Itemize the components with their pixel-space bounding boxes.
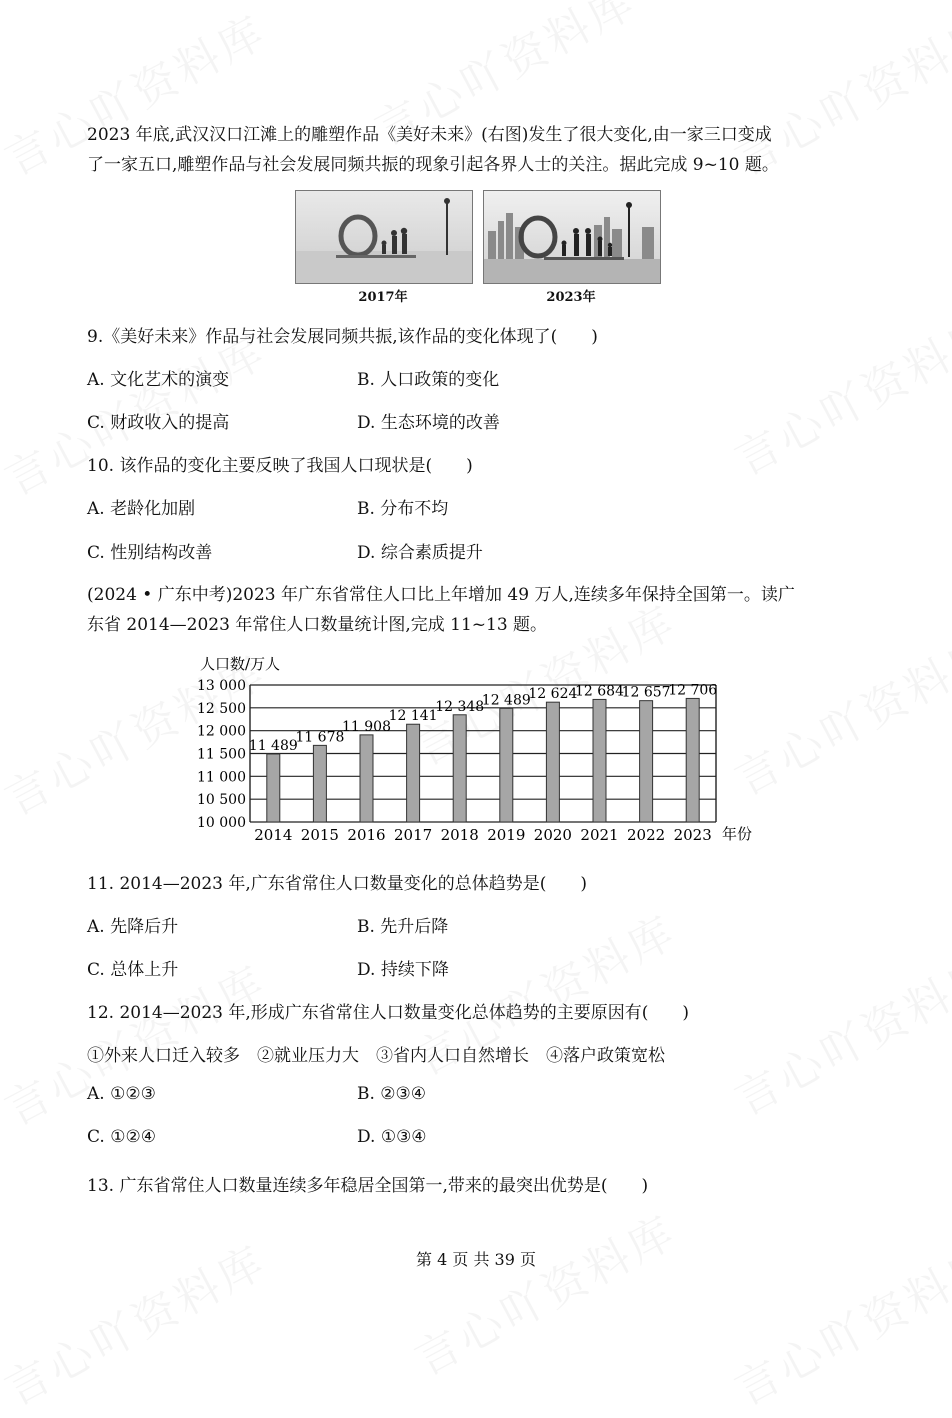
sculpture-2017-illustration [296,191,472,283]
chart-value-label: 12 489 [481,692,531,709]
question-11-option-a: A. 先降后升 [87,917,179,937]
chart-y-tick-label: 10 000 [197,815,246,831]
intro-line-1: 2023 年底,武汉汉口江滩上的雕塑作品《美好未来》(右图)发生了很大变化,由一家三口变成 [87,125,772,145]
chart-bar-2018 [453,715,466,822]
chart-bar-2017 [407,724,420,822]
chart-bar-2023 [686,698,699,822]
sculpture-2023-illustration [484,191,660,283]
chart-x-tick-label: 2021 [580,826,619,844]
chart-y-tick-label: 11 000 [197,769,246,786]
question-10-option-b: B. 分布不均 [357,499,449,519]
chart-bar-2020 [546,702,559,822]
chart-bar-2019 [500,708,513,822]
chart-value-label: 12 348 [435,698,485,715]
chart-x-tick-label: 2017 [394,826,433,844]
question-10-stem: 10. 该作品的变化主要反映了我国人口现状是( ) [87,456,473,476]
photo-caption-2017: 2017年 [358,290,408,305]
question-12-option-c: C. ①②④ [87,1127,156,1147]
chart-y-tick-label: 13 000 [197,678,246,694]
question-9-option-c: C. 财政收入的提高 [87,413,230,433]
intro2-line-2: 东省 2014—2023 年常住人口数量统计图,完成 11~13 题。 [87,615,548,635]
question-11-stem: 11. 2014—2023 年,广东省常住人口数量变化的总体趋势是( ) [87,874,588,894]
question-11-option-b: B. 先升后降 [357,917,449,937]
question-12-option-d: D. ①③④ [357,1127,427,1147]
chart-x-tick-label: 2022 [627,826,666,844]
chart-y-tick-label: 12 000 [197,723,246,740]
chart-x-tick-label: 2020 [533,826,572,844]
question-11-option-c: C. 总体上升 [87,960,179,980]
question-12-option-b: B. ②③④ [357,1084,427,1104]
photo-caption-2023: 2023年 [546,290,596,305]
question-10-option-a: A. 老龄化加剧 [87,499,196,519]
chart-value-label: 12 141 [388,708,438,725]
chart-value-label: 12 657 [621,684,671,701]
chart-value-label: 11 908 [342,718,391,735]
question-9-option-b: B. 人口政策的变化 [357,370,500,390]
intro2-line-1: (2024 • 广东中考)2023 年广东省常住人口比上年增加 49 万人,连续多年保持全国第一。读广 [87,585,795,605]
chart-x-tick-label: 2023 [673,826,712,844]
watermark-text [722,296,952,488]
chart-y-axis-label: 人口数/万人 [200,655,281,673]
question-9-option-a: A. 文化艺术的演变 [87,370,230,390]
question-12-stem: 12. 2014—2023 年,形成广东省常住人口数量变化总体趋势的主要原因有( ) [87,1003,690,1023]
question-13-stem: 13. 广东省常住人口数量连续多年稳居全国第一,带来的最突出优势是( ) [87,1176,649,1196]
chart-y-tick-label: 10 500 [197,792,246,809]
chart-value-label: 11 678 [295,729,345,746]
chart-y-tick-label: 12 500 [197,700,246,717]
chart-x-tick-label: 2018 [440,826,479,844]
watermark-text [402,1196,686,1388]
chart-bar-2021 [593,699,606,822]
chart-bar-2015 [313,745,326,822]
question-10-option-d: D. 综合素质提升 [357,543,483,563]
watermark-text [722,936,952,1128]
question-10-option-c: C. 性别结构改善 [87,543,213,563]
question-12-option-a: A. ①②③ [87,1084,156,1104]
chart-x-tick-label: 2014 [254,826,293,844]
chart-bar-2022 [640,701,653,822]
chart-x-axis-label: 年份 [722,825,753,843]
sculpture-photo-2017 [295,190,473,284]
chart-value-label: 11 489 [248,738,298,755]
chart-value-label: 12 684 [575,683,624,700]
chart-value-label: 12 706 [668,682,718,699]
question-12-items: ①外来人口迁入较多 ②就业压力大 ③省内人口自然增长 ④落户政策宽松 [87,1046,665,1066]
sculpture-photo-2023 [483,190,661,284]
population-bar-chart [0,645,952,855]
chart-bar-2014 [267,754,280,822]
question-11-option-d: D. 持续下降 [357,960,449,980]
question-9-stem: 9.《美好未来》作品与社会发展同频共振,该作品的变化体现了( ) [87,327,598,347]
intro-line-2: 了一家五口,雕塑作品与社会发展同频共振的现象引起各界人士的关注。据此完成 9~10 题。 [87,155,779,175]
chart-value-label: 12 624 [528,686,578,703]
question-9-option-d: D. 生态环境的改善 [357,413,500,433]
page-footer: 第 4 页 共 39 页 [416,1250,536,1269]
chart-y-tick-label: 11 500 [197,746,246,763]
chart-x-tick-label: 2015 [300,826,339,844]
chart-x-tick-label: 2019 [487,826,526,844]
chart-x-tick-label: 2016 [347,826,386,844]
chart-bar-2016 [360,735,373,822]
